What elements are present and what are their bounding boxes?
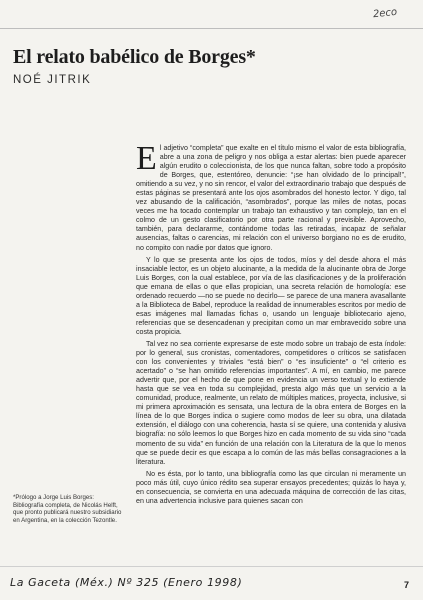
bottom-rule xyxy=(0,566,423,567)
article-author: NOÉ JITRIK xyxy=(13,74,92,86)
paragraph-2: Y lo que se presenta ante los ojos de todos, míos y del desde ahora el más insaciable lector, es un objeto alucinante, a la medida de la alucinante obra de Jorge Luis Borges, con la cual establece, por vía de las clasificaciones y de la proliferación que emana de ellas o que ellas propician, una secreta relación de homología: ese ordenado recuerdo —no se puede no decirlo— se parece de una manera avasallante a la Biblioteca de Babel, reproduce la realidad de innumerables escritos por medio de esas imágenes mal llamadas fichas o, usando un lenguaje bibliotecario ajeno, referencias que se desencadenan y precipitan como un mar embravecido sobre una costa propicia. xyxy=(136,255,406,336)
article-body xyxy=(136,140,406,506)
top-rule xyxy=(0,28,423,29)
handwritten-mark: 2eco xyxy=(372,6,398,21)
drop-cap: E xyxy=(136,140,157,177)
article-title: El relato babélico de Borges* xyxy=(13,46,256,68)
paragraph-1 xyxy=(136,140,406,253)
paragraph-3: Tal vez no sea corriente expresarse de este modo sobre un trabajo de esta índole: por lo general, sus cronistas, comentadores, competidores o críticos se satisfacen con los convenientes y triviales “está bien” o “es insuficiente” o “el criterio es acertado” o “se han omitido referencias importantes”. A mí, en cambio, me parece advertir que, por el hecho de que pone en evidencia un verso textual y lo extiende hasta que se vea en toda su complejidad, presta algo más que un servicio a la comunidad, produce, realmente, un relato de múltiples matices, proyecta, inclusive, si mi primera aproximación es sensata, una lectura de la obra entera de Borges en la línea de lo que Borges indica o sugiere como modos de leer su obra, una dilatada extensión, el diálogo con una coherencia, hasta sí se quiere, una contenida y alusiva biografía: no sólo leemos lo que Borges hizo en cada momento de su vida sino “cada momento de su vida” en función de una relación con la Literatura de la que lo menos que se puede decir es que escapa a lo común de las más bellas consagraciones a la literatura. xyxy=(136,339,406,466)
page-number: 7 xyxy=(403,580,409,590)
footnote: *Prólogo a Jorge Luis Borges: Bibliografía completa, de Nicolás Helft, que pronto publicará nuestro subsidiario en Argentina, en la colección Tezontle. xyxy=(13,494,122,524)
handwritten-citation: La Gaceta (Méx.) Nº 325 (Enero 1998) xyxy=(10,576,243,589)
paragraph-4: No es ésta, por lo tanto, una bibliografía como las que circulan ni meramente un poco más útil, cuyo único rédito sea superar ensayos precedentes; quizás lo haya y, en consecuencia, se convierta en una adecuada máquina de corrección de las citas, en una advertencia inclusive para quienes sacan con xyxy=(136,469,406,505)
paragraph-1-text: l adjetivo “completa” que exalte en el título mismo el valor de esta bibliografía, abre a una zona de peligro y nos obliga a estar alertas: bien puede aparecer algún erudito o coleccionista, de los que nunca faltan, sobre todo a propósito de Borges, que, estentóreo, denuncie: “¡se han olvidado de lo principal!”, omitiendo a su vez, y no sin rencor, el valor del extraordinario trabajo que después de estas páginas se presentará ante los ojos asombrados del honesto lector. Y digo, tal vez abusando de la calificación, “asombrados”, porque las miles de notas, pocas veces me ha tocado contemplar un trabajo tan exhaustivo y tan complejo, tan en el colmo de un gesto clasificatorio por otra parte racional y previsible. Aprovecho, también, para declararme, contándome todas las retiradas, incapaz de señalar ausencias, faltas o carencias, mi relación con el universo borgiano no es de erudito, no compito con nadie por datos que ignoro. xyxy=(136,144,406,252)
